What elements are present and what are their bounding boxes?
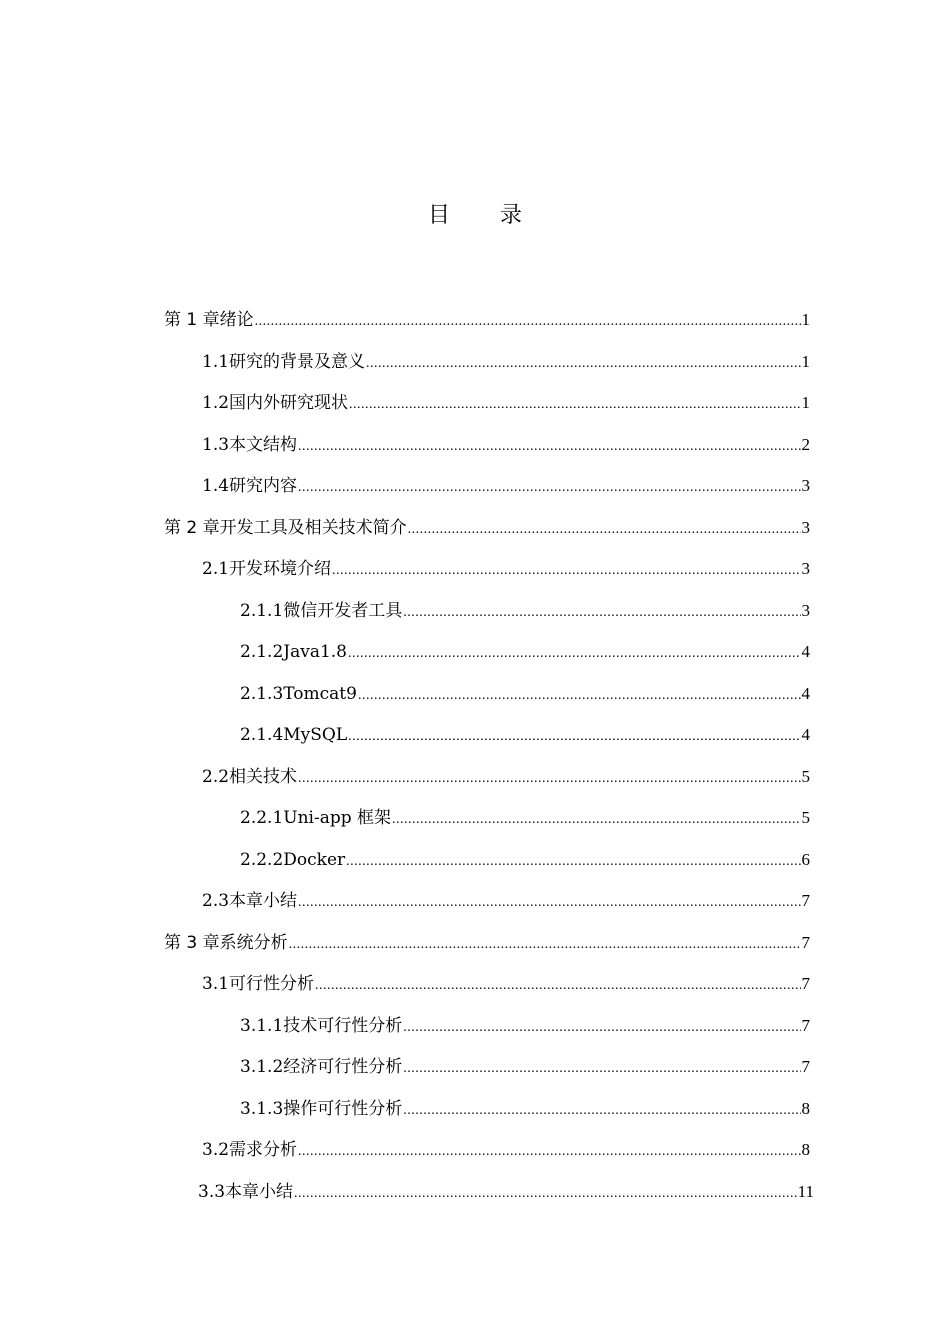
toc-entry-number: 1.1 — [202, 351, 230, 372]
toc-entry[interactable] — [240, 1012, 810, 1040]
toc-entry-number: 2.3 — [202, 891, 230, 911]
toc-entry-page: 1 — [801, 310, 810, 329]
toc-entry-title: 需求分析 — [229, 1140, 298, 1160]
toc-dot-leader — [255, 308, 801, 336]
toc-dot-leader — [366, 350, 800, 378]
toc-entry[interactable] — [164, 514, 810, 542]
toc-entry[interactable] — [202, 472, 810, 500]
toc-entry[interactable] — [240, 721, 810, 749]
toc-entry-number: 2.1 — [202, 559, 230, 579]
toc-entry[interactable] — [240, 597, 810, 625]
toc-dot-leader — [298, 889, 800, 917]
toc-entry-title: 相关技术 — [229, 766, 298, 787]
toc-entry[interactable] — [202, 431, 810, 459]
toc-entry-title: 经济可行性分析 — [283, 1057, 403, 1077]
toc-entry[interactable] — [202, 555, 810, 583]
toc-entry-title: 研究的背景及意义 — [229, 351, 366, 372]
toc-entry[interactable] — [240, 846, 810, 874]
toc-dot-leader — [315, 972, 800, 1000]
toc-entry-number: 2.1.1 — [240, 600, 284, 621]
toc-entry-number: 1.4 — [202, 476, 230, 496]
toc-dot-leader — [348, 723, 800, 751]
toc-entry-title: 绪论 — [219, 310, 254, 330]
toc-entry-page: 5 — [801, 766, 810, 786]
toc-entry-number: 2.2.1 — [240, 808, 284, 828]
toc-entry[interactable] — [240, 1095, 810, 1123]
toc-entry-title: Docker — [283, 849, 346, 870]
toc-entry-title: 技术可行性分析 — [283, 1015, 403, 1036]
toc-dot-leader — [349, 391, 800, 419]
toc-dot-leader — [298, 765, 800, 793]
toc-entry-page: 7 — [801, 1057, 810, 1076]
toc-dot-leader — [408, 516, 801, 544]
toc-dot-leader — [403, 1014, 800, 1042]
toc-entry-page: 4 — [801, 683, 810, 703]
toc-entry-number: 3.1 — [202, 974, 230, 994]
toc-entry-page: 3 — [801, 476, 810, 495]
toc-entry-page: 7 — [801, 974, 810, 993]
toc-entry-number: 3.3 — [198, 1181, 226, 1202]
toc-entry-page: 1 — [801, 393, 810, 412]
toc-dot-leader — [294, 1180, 797, 1208]
toc-dot-leader — [289, 931, 801, 959]
toc-entry-title: 系统分析 — [219, 932, 288, 953]
toc-entry[interactable] — [240, 804, 810, 832]
toc-entry-title: 微信开发者工具 — [283, 600, 403, 621]
toc-entry-number: 2.2.2 — [240, 849, 284, 870]
toc-entry-title: 本章小结 — [229, 891, 298, 911]
toc-dot-leader — [298, 1138, 800, 1166]
page-title-char-2: 录 — [500, 203, 523, 228]
toc-entry-page: 4 — [801, 642, 810, 661]
toc-entry[interactable] — [240, 638, 810, 666]
toc-entry[interactable] — [202, 970, 810, 998]
toc-entry-title: 国内外研究现状 — [229, 393, 349, 413]
toc-entry[interactable] — [202, 348, 810, 376]
toc-dot-leader — [403, 599, 800, 627]
toc-entry[interactable] — [202, 763, 810, 791]
toc-entry[interactable] — [164, 306, 810, 334]
toc-entry-number: 第 3 章 — [164, 932, 220, 953]
toc-entry[interactable] — [198, 1178, 814, 1206]
toc-entry-title: 本章小结 — [225, 1181, 294, 1202]
toc-entry-number: 2.1.4 — [240, 725, 284, 745]
toc-entry-title: Java1.8 — [283, 642, 347, 662]
toc-entry-page: 2 — [801, 434, 810, 454]
toc-entry-page: 7 — [801, 1015, 810, 1035]
toc-entry-number: 3.1.2 — [240, 1057, 284, 1077]
toc-entry[interactable] — [240, 1053, 810, 1081]
toc-entry-page: 1 — [801, 351, 810, 371]
toc-entry-title: 本文结构 — [229, 434, 298, 455]
toc-dot-leader — [403, 1055, 800, 1083]
page-title — [0, 198, 950, 229]
toc-entry-title: MySQL — [283, 725, 348, 745]
toc-entry-page: 5 — [801, 808, 810, 827]
toc-entry-title: Tomcat9 — [283, 683, 357, 704]
toc-entry-number: 3.2 — [202, 1140, 230, 1160]
toc-entry-title: 研究内容 — [229, 476, 298, 496]
toc-entry-page: 6 — [801, 849, 810, 869]
page-title-char-1: 目 — [427, 203, 450, 228]
toc-entry-page: 3 — [801, 600, 810, 620]
toc-dot-leader — [403, 1097, 800, 1125]
toc-entry-page: 3 — [801, 517, 810, 537]
toc-entry-title: 可行性分析 — [229, 974, 315, 994]
toc-dot-leader — [298, 433, 800, 461]
toc-dot-leader — [298, 474, 800, 502]
toc-dot-leader — [332, 557, 800, 585]
toc-entry-number: 第 1 章 — [164, 310, 220, 330]
toc-dot-leader — [346, 848, 800, 876]
toc-entry[interactable] — [164, 929, 810, 957]
toc-entry-number: 3.1.1 — [240, 1015, 284, 1036]
toc-entry-title: 操作可行性分析 — [283, 1098, 403, 1119]
toc-entry-title: 开发工具及相关技术简介 — [219, 517, 407, 538]
toc-entry-number: 2.1.3 — [240, 683, 284, 704]
toc-dot-leader — [392, 806, 800, 834]
toc-entry-page: 7 — [801, 891, 810, 910]
toc-entry-number: 第 2 章 — [164, 517, 220, 538]
toc-entry[interactable] — [202, 1136, 810, 1164]
toc-entry[interactable] — [202, 887, 810, 915]
toc-entry[interactable] — [202, 389, 810, 417]
toc-entry-title: 开发环境介绍 — [229, 559, 332, 579]
toc-entry-page: 8 — [801, 1140, 810, 1159]
toc-entry-number: 3.1.3 — [240, 1098, 284, 1119]
toc-entry-page: 3 — [801, 559, 810, 578]
toc-entry-page: 4 — [801, 725, 810, 744]
toc-entry-number: 1.3 — [202, 434, 230, 455]
toc-entry[interactable] — [240, 680, 810, 708]
toc-dot-leader — [348, 640, 801, 668]
toc-entry-number: 2.1.2 — [240, 642, 284, 662]
toc-entry-number: 2.2 — [202, 766, 230, 787]
toc-entry-title: Uni-app 框架 — [283, 808, 392, 828]
toc-entry-page: 11 — [797, 1181, 814, 1201]
toc-dot-leader — [358, 682, 801, 710]
toc-entry-page: 8 — [801, 1098, 810, 1118]
toc-entry-number: 1.2 — [202, 393, 230, 413]
toc-entry-page: 7 — [801, 932, 810, 952]
